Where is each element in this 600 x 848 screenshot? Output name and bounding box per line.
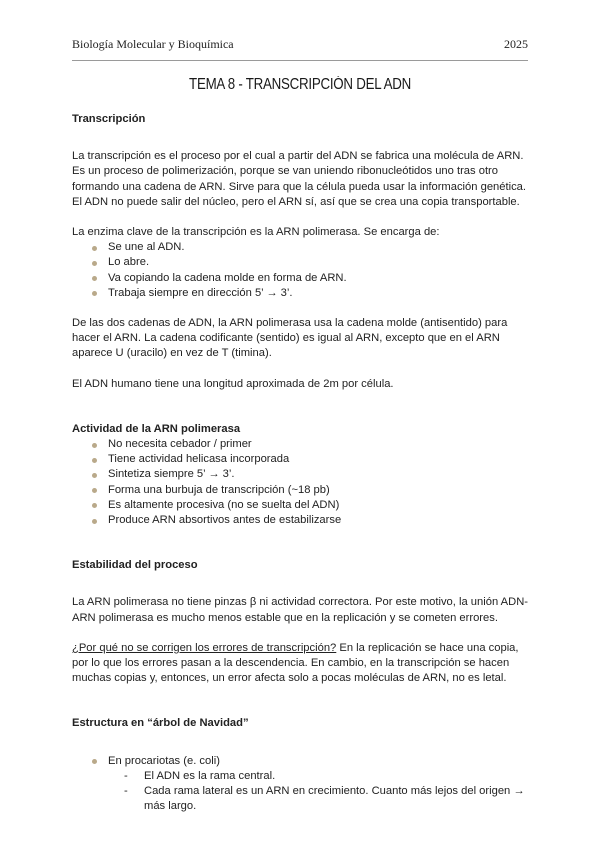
question-underlined: ¿Por qué no se corrigen los errores de transcripción? — [72, 641, 337, 654]
list-item: Tiene actividad helicasa incorporada — [92, 452, 532, 467]
heading-estructura: Estructura en “árbol de Navidad” — [72, 717, 249, 730]
heading-actividad: Actividad de la ARN polimerasa — [72, 422, 241, 435]
paragraph-errores — [72, 641, 532, 687]
list-item: Produce ARN absortivos antes de estabilizarse — [92, 513, 532, 528]
header-course: Biología Molecular y Bioquímica — [72, 37, 234, 51]
list-item: Lo abre. — [92, 255, 532, 270]
list-item: Se une al ADN. — [92, 240, 532, 255]
estructura-sublist — [72, 769, 532, 815]
list-item: Trabaja siempre en dirección 5’ → 3’. — [92, 286, 532, 301]
list-item: Sintetiza siempre 5’ → 3’. — [92, 467, 532, 482]
list-item: Forma una burbuja de transcripción (~18 pb) — [92, 483, 532, 498]
heading-estabilidad: Estabilidad del proceso — [72, 559, 198, 572]
paragraph-cadenas: De las dos cadenas de ADN, la ARN polimerasa usa la cadena molde (antisentido) para hacer el ARN. La cadena codificante (sentido) es igual al ARN, excepto que en el ARN aparece U (uracilo) en vez de T (timina). — [72, 317, 508, 360]
heading-transcripcion: Transcripción — [72, 113, 146, 125]
paragraph-estabilidad: La ARN polimerasa no tiene pinzas β ni actividad correctora. Por este motivo, la unión ADN-ARN polimerasa es mucho menos estable que en la replicación y se cometen errores. — [72, 596, 529, 624]
answer-text: En la replicación se hace una copia, por lo que los errores pasan a la descendencia. En cambio, en la transcripción se hacen muchas copias y, entonces, un error afecta solo a pocas moléculas de ARN, no es letal. — [72, 641, 519, 685]
list-item: En procariotas (e. coli) — [92, 754, 532, 769]
sublist-item: - Cada rama lateral es un ARN en crecimiento. Cuanto más lejos del origen → más largo. — [108, 784, 532, 814]
paragraph-definicion: La transcripción es el proceso por el cual a partir del ADN se fabrica una molécula de ARN. Es un proceso de polimerización, porque se van uniendo ribonucleótidos uno tras otro formando una cadena de ARN. Sirve para que la célula pueda usar la información genética. El ADN no puede salir del núcleo, pero el ARN sí, así que se crea una copia transportable. — [72, 150, 526, 208]
paragraph-longitud: El ADN humano tiene una longitud aproximada de 2m por célula. — [72, 377, 394, 390]
document-body — [72, 112, 532, 815]
list-item: No necesita cebador / primer — [92, 437, 532, 452]
actividad-list — [72, 437, 532, 528]
enzima-list — [72, 240, 532, 301]
estructura-list — [72, 754, 532, 769]
list-item: Va copiando la cadena molde en forma de ARN. — [92, 271, 532, 286]
list-item: Es altamente procesiva (no se suelta del ADN) — [92, 498, 532, 513]
header-divider — [72, 60, 528, 61]
page-title: TEMA 8 - TRANSCRIPCIÓN DEL ADN — [189, 76, 411, 93]
paragraph-enzima: La enzima clave de la transcripción es la ARN polimerasa. Se encarga de: — [72, 226, 440, 239]
sublist-item: - El ADN es la rama central. — [108, 769, 532, 784]
header-year: 2025 — [504, 37, 528, 51]
